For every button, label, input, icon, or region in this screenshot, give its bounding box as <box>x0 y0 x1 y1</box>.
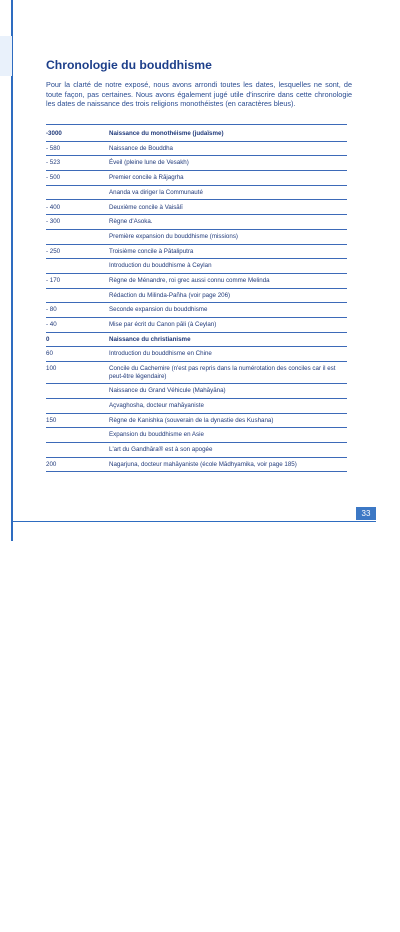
row-event: Règne de Kanishka (souverain de la dynastie des Kushana) <box>109 416 274 424</box>
row-event: L'art du Gandhāra® est à son apogée <box>109 446 213 454</box>
table-row <box>46 245 347 260</box>
row-event: Expansion du bouddhisme en Asie <box>109 431 204 439</box>
table-row <box>46 362 347 384</box>
margin-rule <box>11 0 13 541</box>
margin-tab <box>0 36 12 76</box>
row-date: 150 <box>46 416 57 424</box>
row-date: - 40 <box>46 321 57 329</box>
row-event: Mise par écrit du Canon pāli (à Ceylan) <box>109 321 217 329</box>
row-event: Nagarjuna, docteur mahāyaniste (école Mādhyamika, voir page 185) <box>109 460 297 468</box>
row-event: Premier concile à Rājagrha <box>109 174 184 182</box>
row-event: Rédaction du Milinda-Pañha (voir page 206) <box>109 291 231 299</box>
table-row <box>46 399 347 414</box>
row-event: Açvaghosha, docteur mahāyaniste <box>109 401 204 409</box>
table-row <box>46 333 347 348</box>
table-row <box>46 127 347 142</box>
table-row <box>46 186 347 201</box>
table-row <box>46 156 347 171</box>
row-date: - 250 <box>46 247 61 255</box>
row-date: - 523 <box>46 159 61 167</box>
table-row <box>46 347 347 362</box>
row-event: Seconde expansion du bouddhisme <box>109 306 208 314</box>
table-row <box>46 443 347 458</box>
row-event: Naissance de Bouddha <box>109 144 173 152</box>
table-row <box>46 259 347 274</box>
row-event: Concile du Cachemire (n'est pas repris dans la numérotation des conciles car il est peut-être légendaire) <box>109 365 336 380</box>
row-date: 100 <box>46 365 57 373</box>
row-event: Naissance du monothéisme (judaïsme) <box>109 130 224 138</box>
table-row <box>46 414 347 429</box>
credit-area <box>0 452 11 502</box>
table-row <box>46 303 347 318</box>
table-row <box>46 318 347 333</box>
table-row <box>46 215 347 230</box>
row-event: Règne d'Asoka. <box>109 218 153 226</box>
chronology-table <box>46 124 347 472</box>
row-date: -3000 <box>46 130 62 138</box>
table-row <box>46 142 347 157</box>
row-event: Éveil (pleine lune de Vesakh) <box>109 159 189 167</box>
page-number: 33 <box>356 507 376 520</box>
row-event: Naissance du christianisme <box>109 335 191 343</box>
row-date: 200 <box>46 460 57 468</box>
row-event: Troisième concile à Pātaliputra <box>109 247 194 255</box>
table-row <box>46 458 347 473</box>
table-top-rule <box>46 124 347 125</box>
table-row <box>46 428 347 443</box>
table-row <box>46 200 347 215</box>
table-row <box>46 171 347 186</box>
row-date: - 80 <box>46 306 57 314</box>
table-row <box>46 274 347 289</box>
row-event: Introduction du bouddhisme à Ceylan <box>109 262 212 270</box>
row-date: 0 <box>46 335 50 343</box>
row-date: 60 <box>46 350 53 358</box>
row-event: Règne de Ménandre, roi grec aussi connu comme Melinda <box>109 276 270 284</box>
intro-paragraph: Pour la clarté de notre exposé, nous avons arrondi toutes les dates, lesquelles ne sont, de toute façon, pas certaines. Nous avons également jugé utile d'inscrire dans cette chronologie les dates de naissance des trois religions monothéistes (en caractères bleus). <box>46 80 352 108</box>
bottom-rule <box>12 521 376 522</box>
row-date: - 400 <box>46 203 61 211</box>
row-date: - 300 <box>46 218 61 226</box>
table-row <box>46 289 347 304</box>
row-date: - 500 <box>46 174 61 182</box>
row-event: Naissance du Grand Véhicule (Mahāyāna) <box>109 387 226 395</box>
table-row <box>46 384 347 399</box>
row-event: Ananda va diriger la Communauté <box>109 188 203 196</box>
table-row <box>46 230 347 245</box>
row-event: Première expansion du bouddhisme (missions) <box>109 232 238 240</box>
row-date: - 170 <box>46 276 61 284</box>
row-date: - 580 <box>46 144 61 152</box>
row-event: Introduction du bouddhisme en Chine <box>109 350 212 358</box>
page-title: Chronologie du bouddhisme <box>46 58 212 72</box>
row-event: Deuxième concile à Vaisālī <box>109 203 183 211</box>
